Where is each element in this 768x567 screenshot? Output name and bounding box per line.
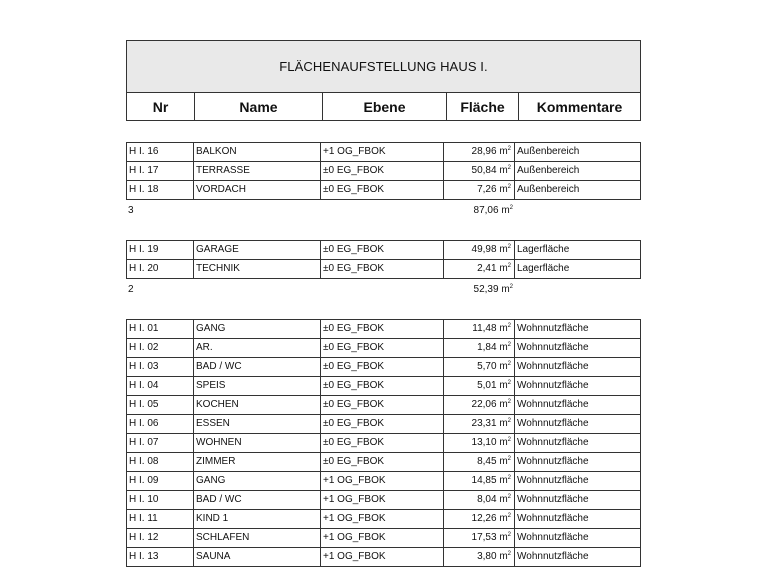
cell-kommentar: Außenbereich — [517, 146, 580, 157]
cell-name: TECHNIK — [194, 260, 321, 278]
cell-nr: H I. 01 — [127, 320, 194, 338]
cell-nr: H I. 16 — [127, 143, 194, 161]
cell-kommentar: Wohnnutzfläche — [517, 532, 589, 543]
cell-ebene: +1 OG_FBOK — [321, 529, 444, 547]
cell-ebene: +1 OG_FBOK — [321, 143, 444, 161]
cell-flaeche — [444, 396, 515, 414]
group-count: 3 — [128, 205, 134, 216]
cell-ebene: ±0 EG_FBOK — [321, 241, 444, 259]
unit-superscript: 2 — [507, 456, 511, 462]
group-summary — [126, 279, 641, 299]
cell-name: ESSEN — [194, 415, 321, 433]
unit-superscript: 2 — [509, 284, 513, 290]
cell-flaeche — [444, 548, 515, 566]
unit-superscript: 2 — [509, 205, 513, 211]
cell-kommentar: Wohnnutzfläche — [517, 361, 589, 372]
cell-nr: H I. 18 — [127, 181, 194, 199]
cell-flaeche — [444, 181, 515, 199]
cell-name: BAD / WC — [194, 358, 321, 376]
unit-superscript: 2 — [507, 418, 511, 424]
unit-superscript: 2 — [507, 244, 511, 250]
cell-name: GARAGE — [194, 241, 321, 259]
table-row — [126, 434, 641, 453]
cell-name: TERRASSE — [194, 162, 321, 180]
cell-kommentar: Außenbereich — [517, 184, 580, 195]
room-table — [126, 142, 641, 200]
area-value: 49,98 m — [471, 244, 508, 255]
cell-ebene: ±0 EG_FBOK — [321, 377, 444, 395]
cell-nr: H I. 11 — [127, 510, 194, 528]
cell-nr: H I. 10 — [127, 491, 194, 509]
unit-superscript: 2 — [507, 165, 511, 171]
cell-nr: H I. 06 — [127, 415, 194, 433]
cell-flaeche — [444, 320, 515, 338]
table-row — [126, 529, 641, 548]
room-group — [126, 240, 641, 299]
cell-name: KIND 1 — [194, 510, 321, 528]
column-header-name: Name — [195, 93, 323, 120]
cell-flaeche — [444, 339, 515, 357]
table-row — [126, 377, 641, 396]
cell-nr: H I. 02 — [127, 339, 194, 357]
cell-ebene: ±0 EG_FBOK — [321, 339, 444, 357]
cell-kommentar: Wohnnutzfläche — [517, 437, 589, 448]
cell-kommentar: Wohnnutzfläche — [517, 323, 589, 334]
cell-flaeche — [444, 260, 515, 278]
table-row — [126, 548, 641, 567]
table-row — [126, 162, 641, 181]
cell-kommentar: Wohnnutzfläche — [517, 399, 589, 410]
table-row — [126, 319, 641, 339]
cell-kommentar: Wohnnutzfläche — [517, 475, 589, 486]
cell-flaeche — [444, 529, 515, 547]
cell-name: ZIMMER — [194, 453, 321, 471]
area-value: 22,06 m — [471, 399, 508, 410]
room-table — [126, 240, 641, 279]
cell-name: SPEIS — [194, 377, 321, 395]
unit-superscript: 2 — [507, 146, 511, 152]
table-row — [126, 472, 641, 491]
table-row — [126, 396, 641, 415]
area-value: 1,84 m — [477, 342, 508, 353]
area-value: 8,04 m — [477, 494, 508, 505]
cell-ebene: ±0 EG_FBOK — [321, 396, 444, 414]
cell-nr: H I. 20 — [127, 260, 194, 278]
cell-ebene: +1 OG_FBOK — [321, 548, 444, 566]
table-row — [126, 339, 641, 358]
cell-name: SCHLAFEN — [194, 529, 321, 547]
area-value: 5,01 m — [477, 380, 508, 391]
table-row — [126, 491, 641, 510]
unit-superscript: 2 — [507, 513, 511, 519]
schedule-groups — [126, 142, 641, 567]
column-header-kommentare: Kommentare — [536, 98, 623, 115]
cell-flaeche — [444, 510, 515, 528]
cell-name: BALKON — [194, 143, 321, 161]
area-value: 23,31 m — [471, 418, 508, 429]
cell-kommentar: Wohnnutzfläche — [517, 551, 589, 562]
group-count: 2 — [128, 284, 134, 295]
cell-ebene: ±0 EG_FBOK — [321, 453, 444, 471]
cell-nr: H I. 09 — [127, 472, 194, 490]
cell-nr: H I. 17 — [127, 162, 194, 180]
cell-ebene: ±0 EG_FBOK — [321, 358, 444, 376]
unit-superscript: 2 — [507, 475, 511, 481]
cell-ebene: +1 OG_FBOK — [321, 510, 444, 528]
column-header-flaeche: Fläche — [447, 93, 519, 120]
unit-superscript: 2 — [507, 380, 511, 386]
area-value: 7,26 m — [477, 184, 508, 195]
cell-flaeche — [444, 415, 515, 433]
total-value: 52,39 m — [473, 284, 510, 295]
area-value: 13,10 m — [471, 437, 508, 448]
unit-superscript: 2 — [507, 551, 511, 557]
total-value: 87,06 m — [473, 205, 510, 216]
column-header-nr: Nr — [127, 93, 195, 120]
cell-flaeche — [444, 491, 515, 509]
table-row — [126, 181, 641, 200]
unit-superscript: 2 — [507, 263, 511, 269]
table-row — [126, 240, 641, 260]
cell-ebene: ±0 EG_FBOK — [321, 260, 444, 278]
cell-ebene: +1 OG_FBOK — [321, 491, 444, 509]
cell-flaeche — [444, 434, 515, 452]
cell-ebene: ±0 EG_FBOK — [321, 162, 444, 180]
cell-nr: H I. 19 — [127, 241, 194, 259]
table-row — [126, 415, 641, 434]
cell-kommentar: Wohnnutzfläche — [517, 494, 589, 505]
cell-name: SAUNA — [194, 548, 321, 566]
area-value: 8,45 m — [477, 456, 508, 467]
cell-kommentar: Wohnnutzfläche — [517, 456, 589, 467]
table-row — [126, 358, 641, 377]
cell-name: WOHNEN — [194, 434, 321, 452]
group-summary — [126, 200, 641, 220]
unit-superscript: 2 — [507, 323, 511, 329]
cell-flaeche — [444, 162, 515, 180]
cell-ebene: ±0 EG_FBOK — [321, 320, 444, 338]
cell-kommentar: Lagerfläche — [517, 244, 570, 255]
cell-ebene: +1 OG_FBOK — [321, 472, 444, 490]
cell-flaeche — [444, 377, 515, 395]
area-value: 17,53 m — [471, 532, 508, 543]
unit-superscript: 2 — [507, 494, 511, 500]
cell-flaeche — [444, 472, 515, 490]
cell-name: BAD / WC — [194, 491, 321, 509]
area-value: 28,96 m — [471, 146, 508, 157]
cell-nr: H I. 04 — [127, 377, 194, 395]
cell-nr: H I. 13 — [127, 548, 194, 566]
table-row — [126, 260, 641, 279]
cell-name: AR. — [194, 339, 321, 357]
unit-superscript: 2 — [507, 437, 511, 443]
cell-ebene: ±0 EG_FBOK — [321, 415, 444, 433]
cell-kommentar: Wohnnutzfläche — [517, 342, 589, 353]
group-total — [445, 279, 516, 299]
cell-flaeche — [444, 358, 515, 376]
room-group — [126, 142, 641, 220]
room-group — [126, 319, 641, 567]
cell-kommentar: Außenbereich — [517, 165, 580, 176]
area-value: 11,48 m — [472, 323, 508, 334]
area-value: 14,85 m — [471, 475, 508, 486]
area-value: 12,26 m — [471, 513, 508, 524]
room-table — [126, 319, 641, 567]
cell-nr: H I. 12 — [127, 529, 194, 547]
unit-superscript: 2 — [507, 342, 511, 348]
cell-flaeche — [444, 241, 515, 259]
table-row — [126, 142, 641, 162]
area-value: 3,80 m — [477, 551, 508, 562]
cell-name: VORDACH — [194, 181, 321, 199]
cell-kommentar: Lagerfläche — [517, 263, 570, 274]
area-value: 50,84 m — [471, 165, 508, 176]
cell-name: GANG — [194, 320, 321, 338]
unit-superscript: 2 — [507, 532, 511, 538]
cell-name: GANG — [194, 472, 321, 490]
group-total — [445, 200, 516, 220]
cell-nr: H I. 08 — [127, 453, 194, 471]
unit-superscript: 2 — [507, 184, 511, 190]
cell-kommentar: Wohnnutzfläche — [517, 380, 589, 391]
table-row — [126, 453, 641, 472]
cell-name: KOCHEN — [194, 396, 321, 414]
area-value: 2,41 m — [477, 263, 508, 274]
table-row — [126, 510, 641, 529]
schedule-title: FLÄCHENAUFSTELLUNG HAUS I. — [126, 40, 641, 93]
cell-kommentar: Wohnnutzfläche — [517, 513, 589, 524]
area-schedule-sheet — [126, 40, 641, 567]
column-header-row — [126, 93, 641, 121]
area-value: 5,70 m — [477, 361, 508, 372]
cell-kommentar: Wohnnutzfläche — [517, 418, 589, 429]
unit-superscript: 2 — [507, 399, 511, 405]
unit-superscript: 2 — [507, 361, 511, 367]
cell-ebene: ±0 EG_FBOK — [321, 434, 444, 452]
cell-nr: H I. 03 — [127, 358, 194, 376]
cell-ebene: ±0 EG_FBOK — [321, 181, 444, 199]
cell-nr: H I. 07 — [127, 434, 194, 452]
column-header-ebene: Ebene — [323, 93, 447, 120]
cell-nr: H I. 05 — [127, 396, 194, 414]
cell-flaeche — [444, 453, 515, 471]
cell-flaeche — [444, 143, 515, 161]
